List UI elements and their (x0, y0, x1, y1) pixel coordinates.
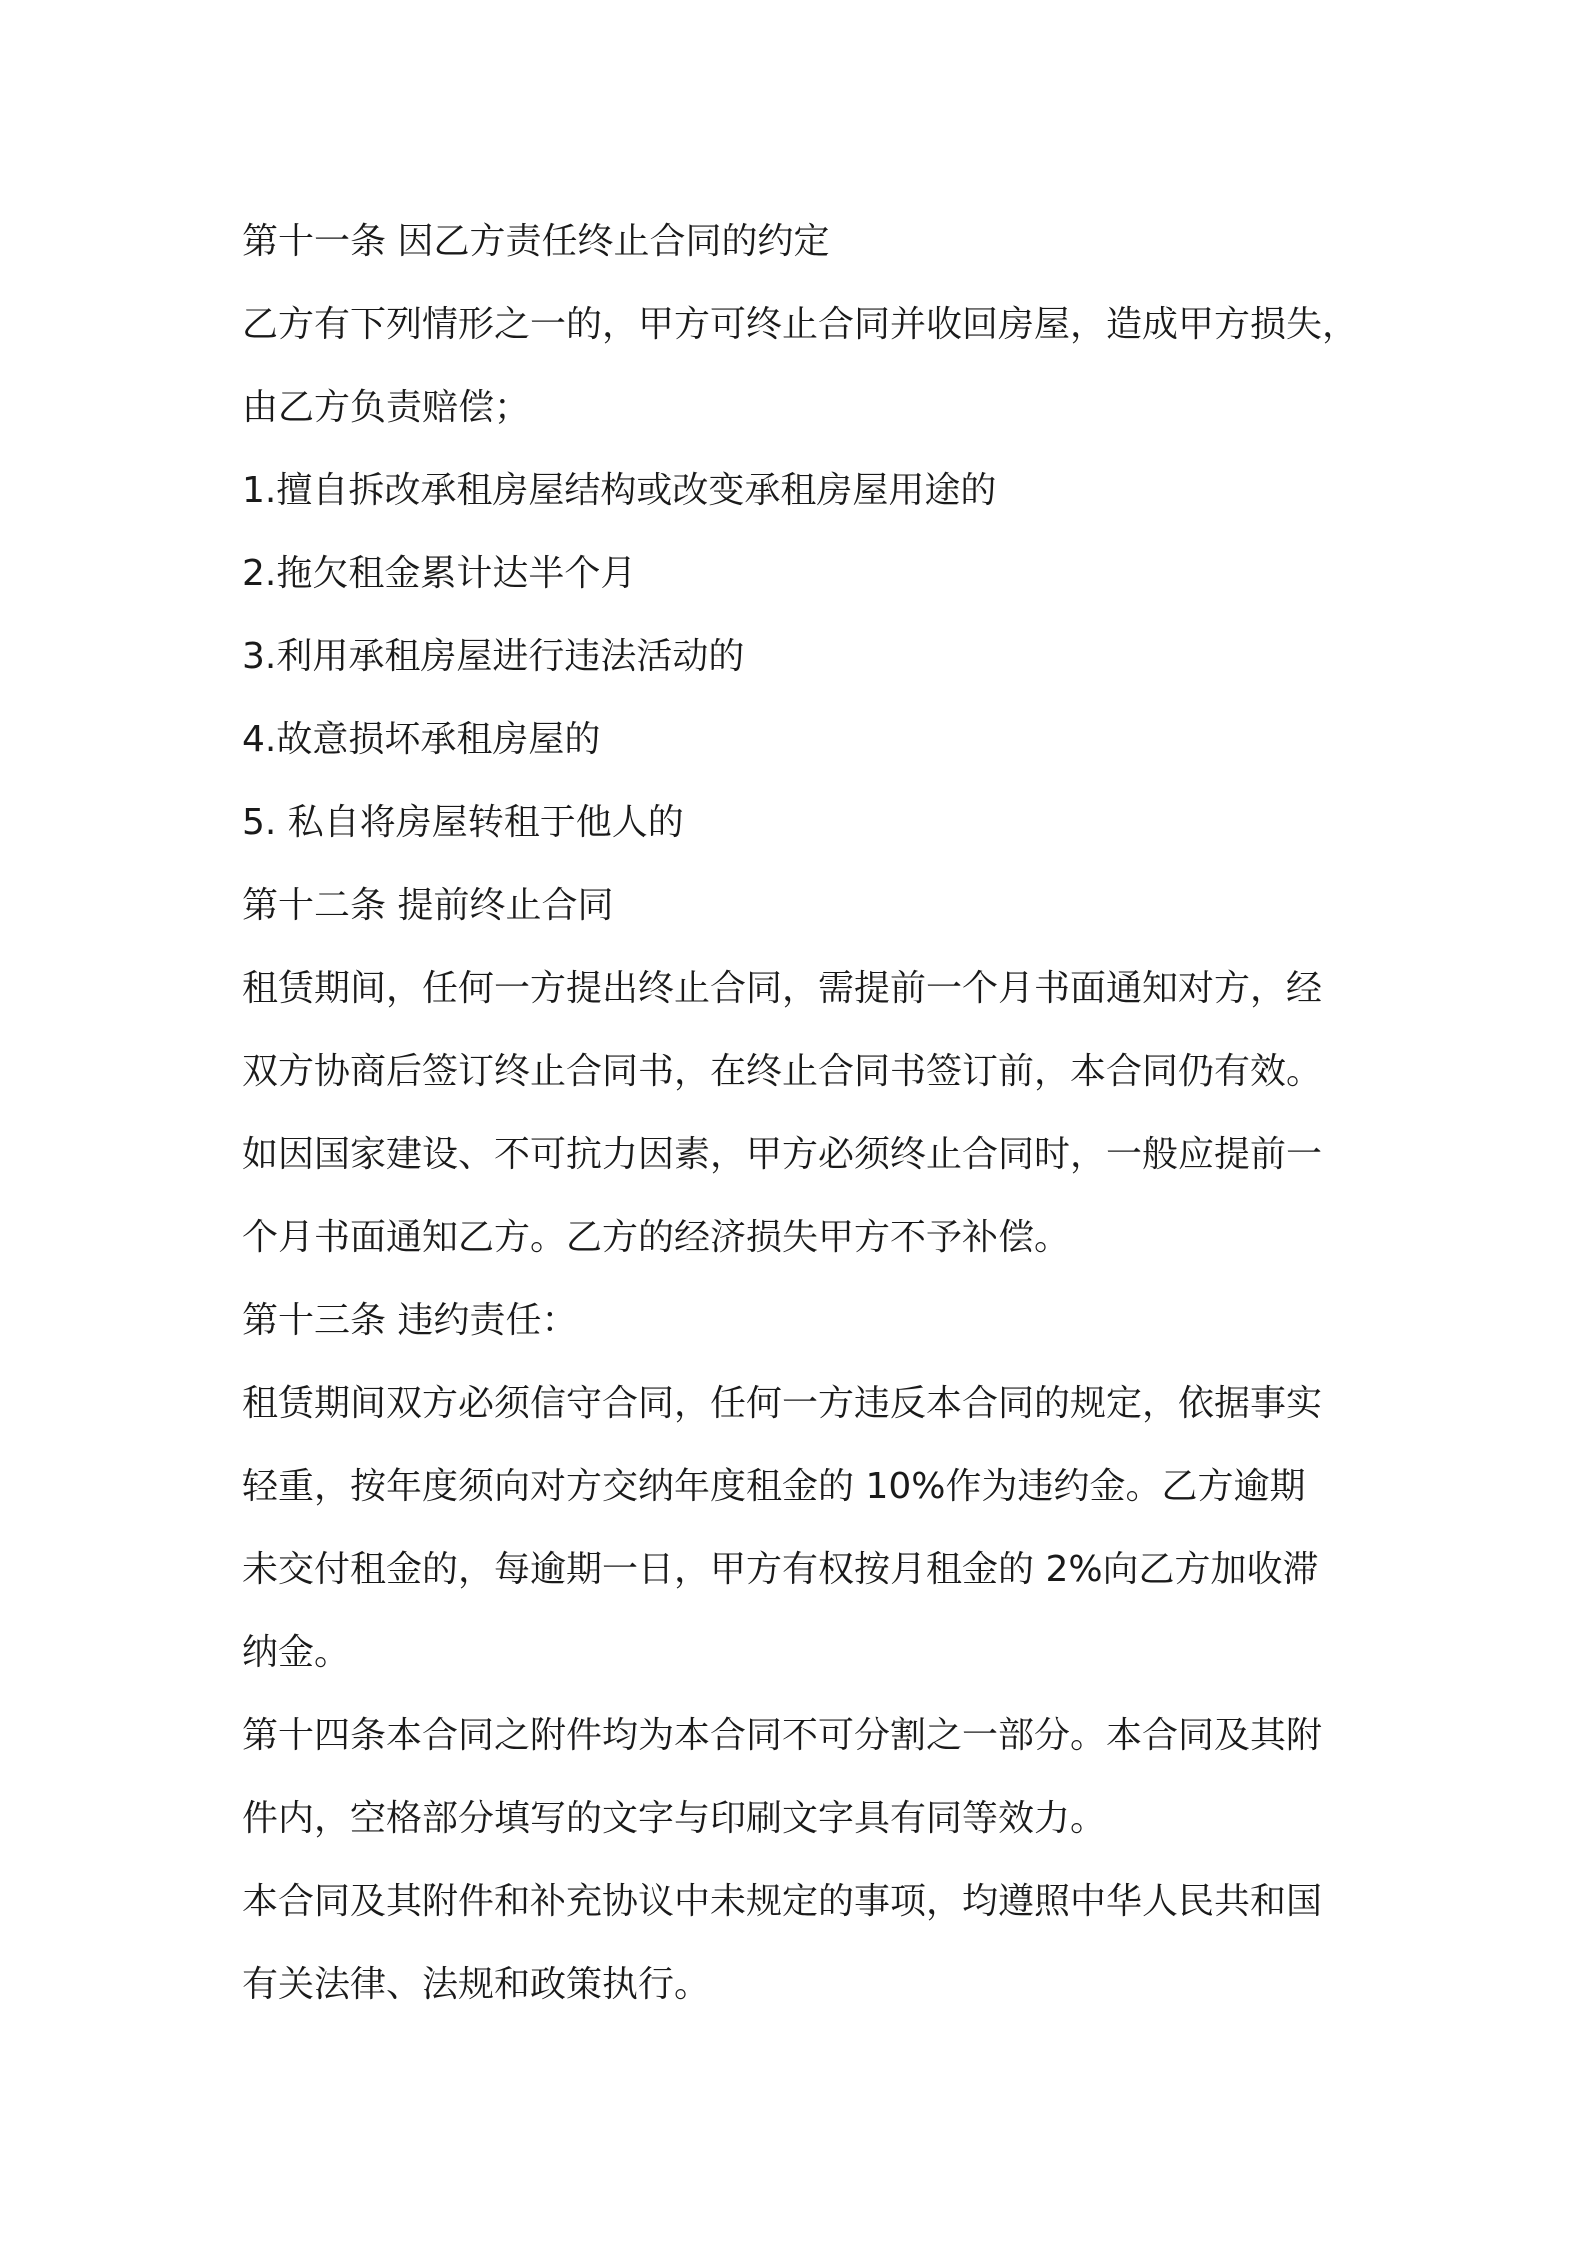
article-13-text: 租赁期间双方必须信守合同，任何一方违反本合同的规定，依据事实 (242, 1383, 1323, 1424)
article-11-item-3: 3.利用承租房屋进行违法活动的 (242, 636, 745, 677)
article-14-text: 第十四条本合同之附件均为本合同不可分割之一部分。本合同及其附 (242, 1715, 1323, 1756)
closing-text: 有关法律、法规和政策执行。 (242, 1964, 711, 2005)
article-12-text: 个月书面通知乙方。乙方的经济损失甲方不予补偿。 (242, 1217, 1071, 1258)
document-body (242, 200, 1362, 2026)
article-11-text: 乙方有下列情形之一的，甲方可终止合同并收回房屋，造成甲方损失， (242, 304, 1359, 345)
closing-text: 本合同及其附件和补充协议中未规定的事项，均遵照中华人民共和国 (242, 1881, 1323, 1922)
article-12-text: 双方协商后签订终止合同书，在终止合同书签订前，本合同仍有效。 (242, 1051, 1323, 1092)
article-13-text: 未交付租金的，每逾期一日，甲方有权按月租金的 2%向乙方加收滞 (242, 1549, 1319, 1590)
article-12-text: 如因国家建设、不可抗力因素，甲方必须终止合同时，一般应提前一 (242, 1134, 1323, 1175)
article-11-item-2: 2.拖欠租金累计达半个月 (242, 553, 637, 594)
article-12-text: 租赁期间，任何一方提出终止合同，需提前一个月书面通知对方，经 (242, 968, 1323, 1009)
article-11-text: 由乙方负责赔偿； (242, 387, 531, 428)
article-11-item-1: 1.擅自拆改承租房屋结构或改变承租房屋用途的 (242, 470, 997, 511)
article-11-item-5: 5. 私自将房屋转租于他人的 (242, 802, 684, 843)
article-13-text: 纳金。 (242, 1632, 351, 1673)
article-13-heading: 第十三条 违约责任： (242, 1300, 578, 1341)
article-11-item-4: 4.故意损坏承租房屋的 (242, 719, 601, 760)
article-13-text: 轻重，按年度须向对方交纳年度租金的 10%作为违约金。乙方逾期 (242, 1466, 1306, 1507)
article-11-heading: 第十一条 因乙方责任终止合同的约定 (242, 221, 830, 262)
article-12-heading: 第十二条 提前终止合同 (242, 885, 614, 926)
article-14-text: 件内，空格部分填写的文字与印刷文字具有同等效力。 (242, 1798, 1107, 1839)
